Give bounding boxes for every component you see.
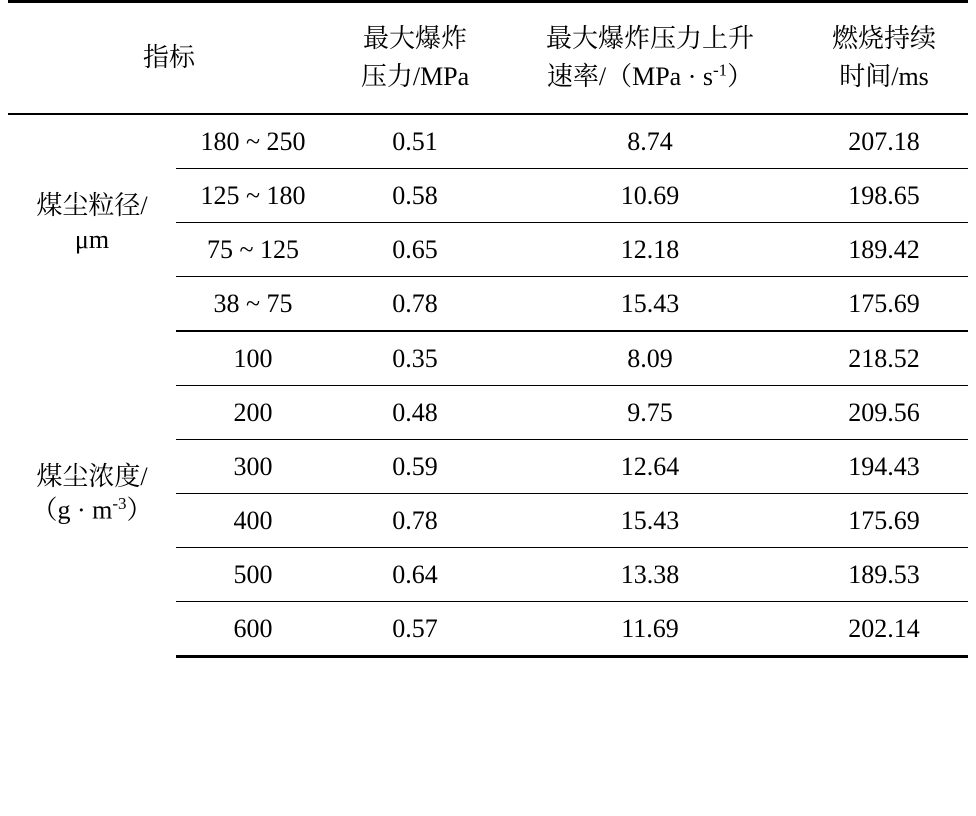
cell-value: 400 bbox=[176, 494, 330, 548]
group-label-particle-size-line1: 煤尘粒径/ bbox=[36, 191, 148, 221]
cell-value: 200 bbox=[176, 386, 330, 440]
cell-rate: 10.69 bbox=[500, 169, 800, 223]
header-indicator-text: 指标 bbox=[143, 43, 196, 73]
cell-duration: 202.14 bbox=[800, 602, 968, 657]
cell-rate: 13.38 bbox=[500, 548, 800, 602]
cell-pressure: 0.48 bbox=[330, 386, 500, 440]
header-rate-line2-sup: -1 bbox=[712, 60, 728, 80]
header-duration-line2: 时间/ms bbox=[839, 62, 929, 91]
table-row bbox=[8, 114, 968, 169]
table-header bbox=[8, 2, 968, 115]
cell-pressure: 0.65 bbox=[330, 223, 500, 277]
cell-value: 600 bbox=[176, 602, 330, 657]
header-rate-line2-a: 速率/（MPa · s bbox=[546, 62, 713, 91]
group-label-particle-size bbox=[8, 114, 176, 331]
header-duration-line1: 燃烧持续 bbox=[832, 24, 937, 54]
header-pressure-rise-rate bbox=[500, 2, 800, 115]
cell-rate: 15.43 bbox=[500, 277, 800, 332]
group-label-concentration-line1: 煤尘浓度/ bbox=[36, 461, 148, 491]
cell-value: 38 ~ 75 bbox=[176, 277, 330, 332]
cell-value: 75 ~ 125 bbox=[176, 223, 330, 277]
header-max-pressure bbox=[330, 2, 500, 115]
cell-pressure: 0.59 bbox=[330, 440, 500, 494]
header-indicator bbox=[8, 2, 330, 115]
cell-rate: 9.75 bbox=[500, 386, 800, 440]
group-label-particle-size-line2: μm bbox=[74, 225, 110, 254]
header-max-pressure-line2: 压力/MPa bbox=[360, 62, 470, 91]
cell-duration: 189.42 bbox=[800, 223, 968, 277]
group-label-concentration-line2-b: ） bbox=[126, 496, 153, 526]
cell-duration: 189.53 bbox=[800, 548, 968, 602]
cell-rate: 8.09 bbox=[500, 331, 800, 386]
cell-duration: 175.69 bbox=[800, 494, 968, 548]
cell-rate: 12.64 bbox=[500, 440, 800, 494]
header-row bbox=[8, 2, 968, 115]
cell-value: 100 bbox=[176, 331, 330, 386]
cell-duration: 194.43 bbox=[800, 440, 968, 494]
cell-value: 125 ~ 180 bbox=[176, 169, 330, 223]
cell-rate: 12.18 bbox=[500, 223, 800, 277]
cell-rate: 8.74 bbox=[500, 114, 800, 169]
cell-pressure: 0.64 bbox=[330, 548, 500, 602]
cell-pressure: 0.57 bbox=[330, 602, 500, 657]
header-rate-line2-b: ） bbox=[727, 62, 754, 91]
header-max-pressure-line1: 最大爆炸 bbox=[363, 24, 468, 54]
cell-duration: 175.69 bbox=[800, 277, 968, 332]
cell-duration: 209.56 bbox=[800, 386, 968, 440]
group-label-concentration-line2-sup: -3 bbox=[112, 494, 127, 514]
group-label-concentration-line2-a: （g · m bbox=[31, 496, 113, 526]
table-row bbox=[8, 331, 968, 386]
cell-pressure: 0.51 bbox=[330, 114, 500, 169]
cell-pressure: 0.78 bbox=[330, 494, 500, 548]
cell-pressure: 0.58 bbox=[330, 169, 500, 223]
header-rate-line2 bbox=[500, 58, 800, 96]
group-label-concentration bbox=[8, 331, 176, 657]
cell-duration: 207.18 bbox=[800, 114, 968, 169]
header-rate-line1: 最大爆炸压力上升 bbox=[546, 24, 755, 54]
cell-duration: 198.65 bbox=[800, 169, 968, 223]
coal-dust-explosion-table bbox=[8, 0, 968, 658]
cell-pressure: 0.35 bbox=[330, 331, 500, 386]
header-burn-duration bbox=[800, 2, 968, 115]
table-body bbox=[8, 114, 968, 657]
cell-rate: 11.69 bbox=[500, 602, 800, 657]
group-label-concentration-line2 bbox=[8, 493, 176, 527]
cell-value: 500 bbox=[176, 548, 330, 602]
cell-value: 300 bbox=[176, 440, 330, 494]
cell-pressure: 0.78 bbox=[330, 277, 500, 332]
cell-rate: 15.43 bbox=[500, 494, 800, 548]
cell-value: 180 ~ 250 bbox=[176, 114, 330, 169]
cell-duration: 218.52 bbox=[800, 331, 968, 386]
